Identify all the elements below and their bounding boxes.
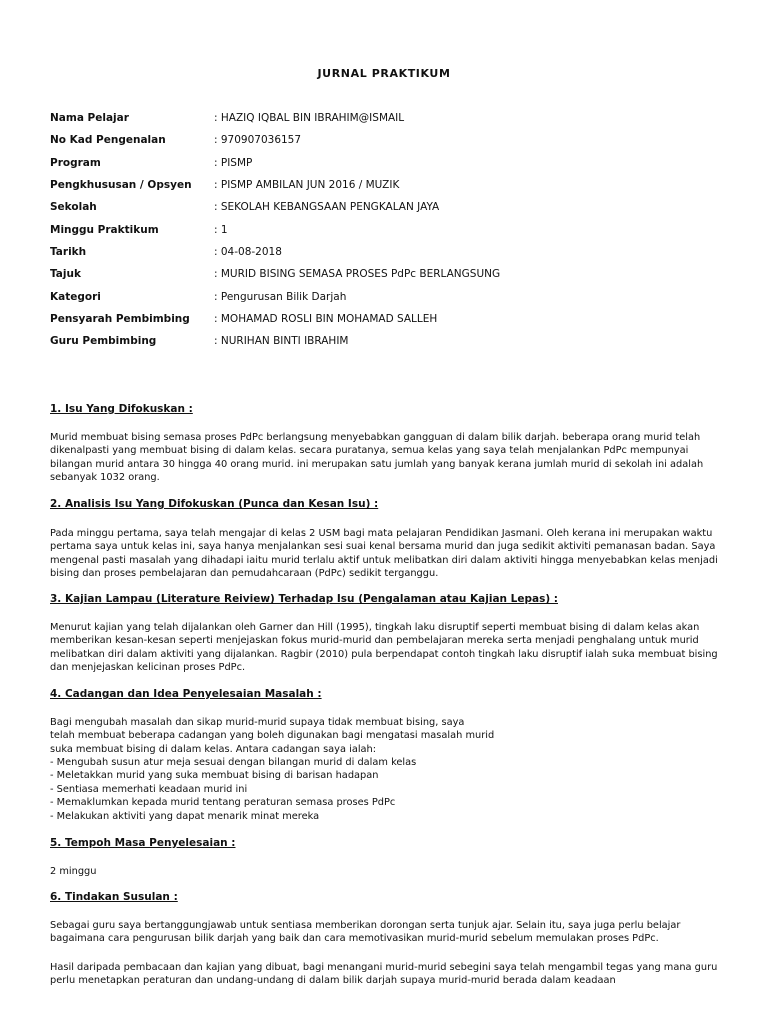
info-label: Pensyarah Pembimbing xyxy=(50,312,190,325)
info-value: : 04-08-2018 xyxy=(214,245,282,258)
info-label: Minggu Praktikum xyxy=(50,223,159,236)
info-label: Tajuk xyxy=(50,268,81,281)
info-label: No Kad Pengenalan xyxy=(50,134,166,147)
info-value: : 970907036157 xyxy=(214,134,302,147)
info-row xyxy=(50,129,740,151)
list-item: - Meletakkan murid yang suka membuat bising di barisan hadapan xyxy=(50,770,379,782)
info-value: : Pengurusan Bilik Darjah xyxy=(214,290,347,303)
info-row xyxy=(50,308,740,330)
info-value: : PISMP AMBILAN JUN 2016 / MUZIK xyxy=(214,179,400,192)
list-item: - Mengubah susun atur meja sesuai dengan bilangan murid di dalam kelas xyxy=(50,757,417,768)
info-label: Sekolah xyxy=(50,201,97,214)
info-value: : MURID BISING SEMASA PROSES PdPc BERLANGSUNG xyxy=(214,268,501,281)
info-row xyxy=(50,330,740,352)
info-value: : HAZIQ IQBAL BIN IBRAHIM@ISMAIL xyxy=(214,112,405,125)
info-value: : PISMP xyxy=(214,156,253,169)
section-5-body: 2 minggu xyxy=(50,866,97,877)
document-title: JURNAL PRAKTIKUM xyxy=(317,67,451,80)
info-row xyxy=(50,241,740,263)
info-row xyxy=(50,174,740,196)
section-2-heading: 2. Analisis Isu Yang Difokuskan (Punca dan Kesan Isu) : xyxy=(50,498,379,510)
student-info-table xyxy=(50,107,740,352)
info-label: Kategori xyxy=(50,290,101,303)
section-6-body: Sebagai guru saya bertanggungjawab untuk sentiasa memberikan dorongan serta tunjuk ajar. Selain itu, saya juga perlu belajar bagaimana cara pengurusan bilik darjah yang baik dan cara memotivasikan murid-murid sebelum memulakan proses PdPc. xyxy=(50,920,681,945)
list-item: - Sentiasa memerhati keadaan murid ini xyxy=(50,783,248,795)
suggestion-list xyxy=(50,756,416,823)
info-value: : 1 xyxy=(214,223,228,236)
section-1-body: Murid membuat bising semasa proses PdPc berlangsung menyebabkan gangguan di dalam bilik darjah. beberapa orang murid telah dikenalpasti yang membuat bising di dalam kelas. secara puratanya, semua kelas yang saya telah menjalankan PdPc mempunyai bilangan murid antara 30 hingga 40 orang murid. ini merupakan satu jumlah yang banyak kerana jumlah murid di sekolah ini adalah sebanyak 1032 orang. xyxy=(50,432,704,484)
list-item: - Memaklumkan kepada murid tentang peraturan semasa proses PdPc xyxy=(50,797,396,809)
section-5-heading: 5. Tempoh Masa Penyelesaian : xyxy=(50,837,236,849)
info-row xyxy=(50,107,740,129)
info-label: Tarikh xyxy=(50,245,87,258)
info-label: Program xyxy=(50,156,101,169)
section-6-heading: 6. Tindakan Susulan : xyxy=(50,891,178,903)
section-3-body: Menurut kajian yang telah dijalankan oleh Garner dan Hill (1995), tingkah laku disruptif seperti membuat bising di dalam kelas akan memberikan kesan-kesan seperti menjejaskan fokus murid-murid dan pembelajaran mereka serta menjadi penghalang untuk murid melibatkan diri dalam aktiviti yang dijalankan. Ragbir (2010) pula berpendapat contoh tingkah laku disruptif ialah suka membuat bising dan menjejaskan kelicinan proses PdPc. xyxy=(50,622,718,674)
section-4-body: Bagi mengubah masalah dan sikap murid-murid supaya tidak membuat bising, saya telah membuat beberapa cadangan yang boleh digunakan bagi mengatasi masalah murid suka membuat bising di dalam kelas. Antara cadangan saya ialah: xyxy=(50,717,495,755)
section-4-heading: 4. Cadangan dan Idea Penyelesaian Masalah : xyxy=(50,688,322,700)
info-label: Guru Pembimbing xyxy=(50,335,157,348)
info-row xyxy=(50,263,740,285)
info-value: : NURIHAN BINTI IBRAHIM xyxy=(214,335,349,348)
info-row xyxy=(50,196,740,218)
info-value: : MOHAMAD ROSLI BIN MOHAMAD SALLEH xyxy=(214,312,438,325)
section-1-heading: 1. Isu Yang Difokuskan : xyxy=(50,403,193,415)
section-6-body-2: Hasil daripada pembacaan dan kajian yang dibuat, bagi menangani murid-murid sebegini saya telah mengambil tegas yang mana guru perlu menetapkan peraturan dan undang-undang di dalam bilik darjah supaya murid-murid berada dalam keadaan xyxy=(50,962,718,987)
section-3-heading: 3. Kajian Lampau (Literature Reiview) Terhadap Isu (Pengalaman atau Kajian Lepas) : xyxy=(50,593,558,605)
info-label: Nama Pelajar xyxy=(50,112,129,125)
info-row xyxy=(50,152,740,174)
list-item: - Melakukan aktiviti yang dapat menarik minat mereka xyxy=(50,810,320,822)
info-row xyxy=(50,218,740,240)
info-label: Pengkhususan / Opsyen xyxy=(50,179,192,192)
info-row xyxy=(50,285,740,307)
info-value: : SEKOLAH KEBANGSAAN PENGKALAN JAYA xyxy=(214,201,440,214)
section-2-body: Pada minggu pertama, saya telah mengajar di kelas 2 USM bagi mata pelajaran Pendidikan Jasmani. Oleh kerana ini merupakan waktu pertama saya untuk kelas ini, saya hanya menjalankan sesi suai kenal bersama murid dan juga sedikit aktiviti pemanasan badan. Saya mengenal pasti masalah yang dihadapi iaitu murid terlalu aktif untuk melibatkan diri dalam aktiviti hingga menyebabkan kelas menjadi bising dan proses pembelajaran dan pemudahcaraan (PdPc) sedikit terganggu. xyxy=(50,528,718,580)
